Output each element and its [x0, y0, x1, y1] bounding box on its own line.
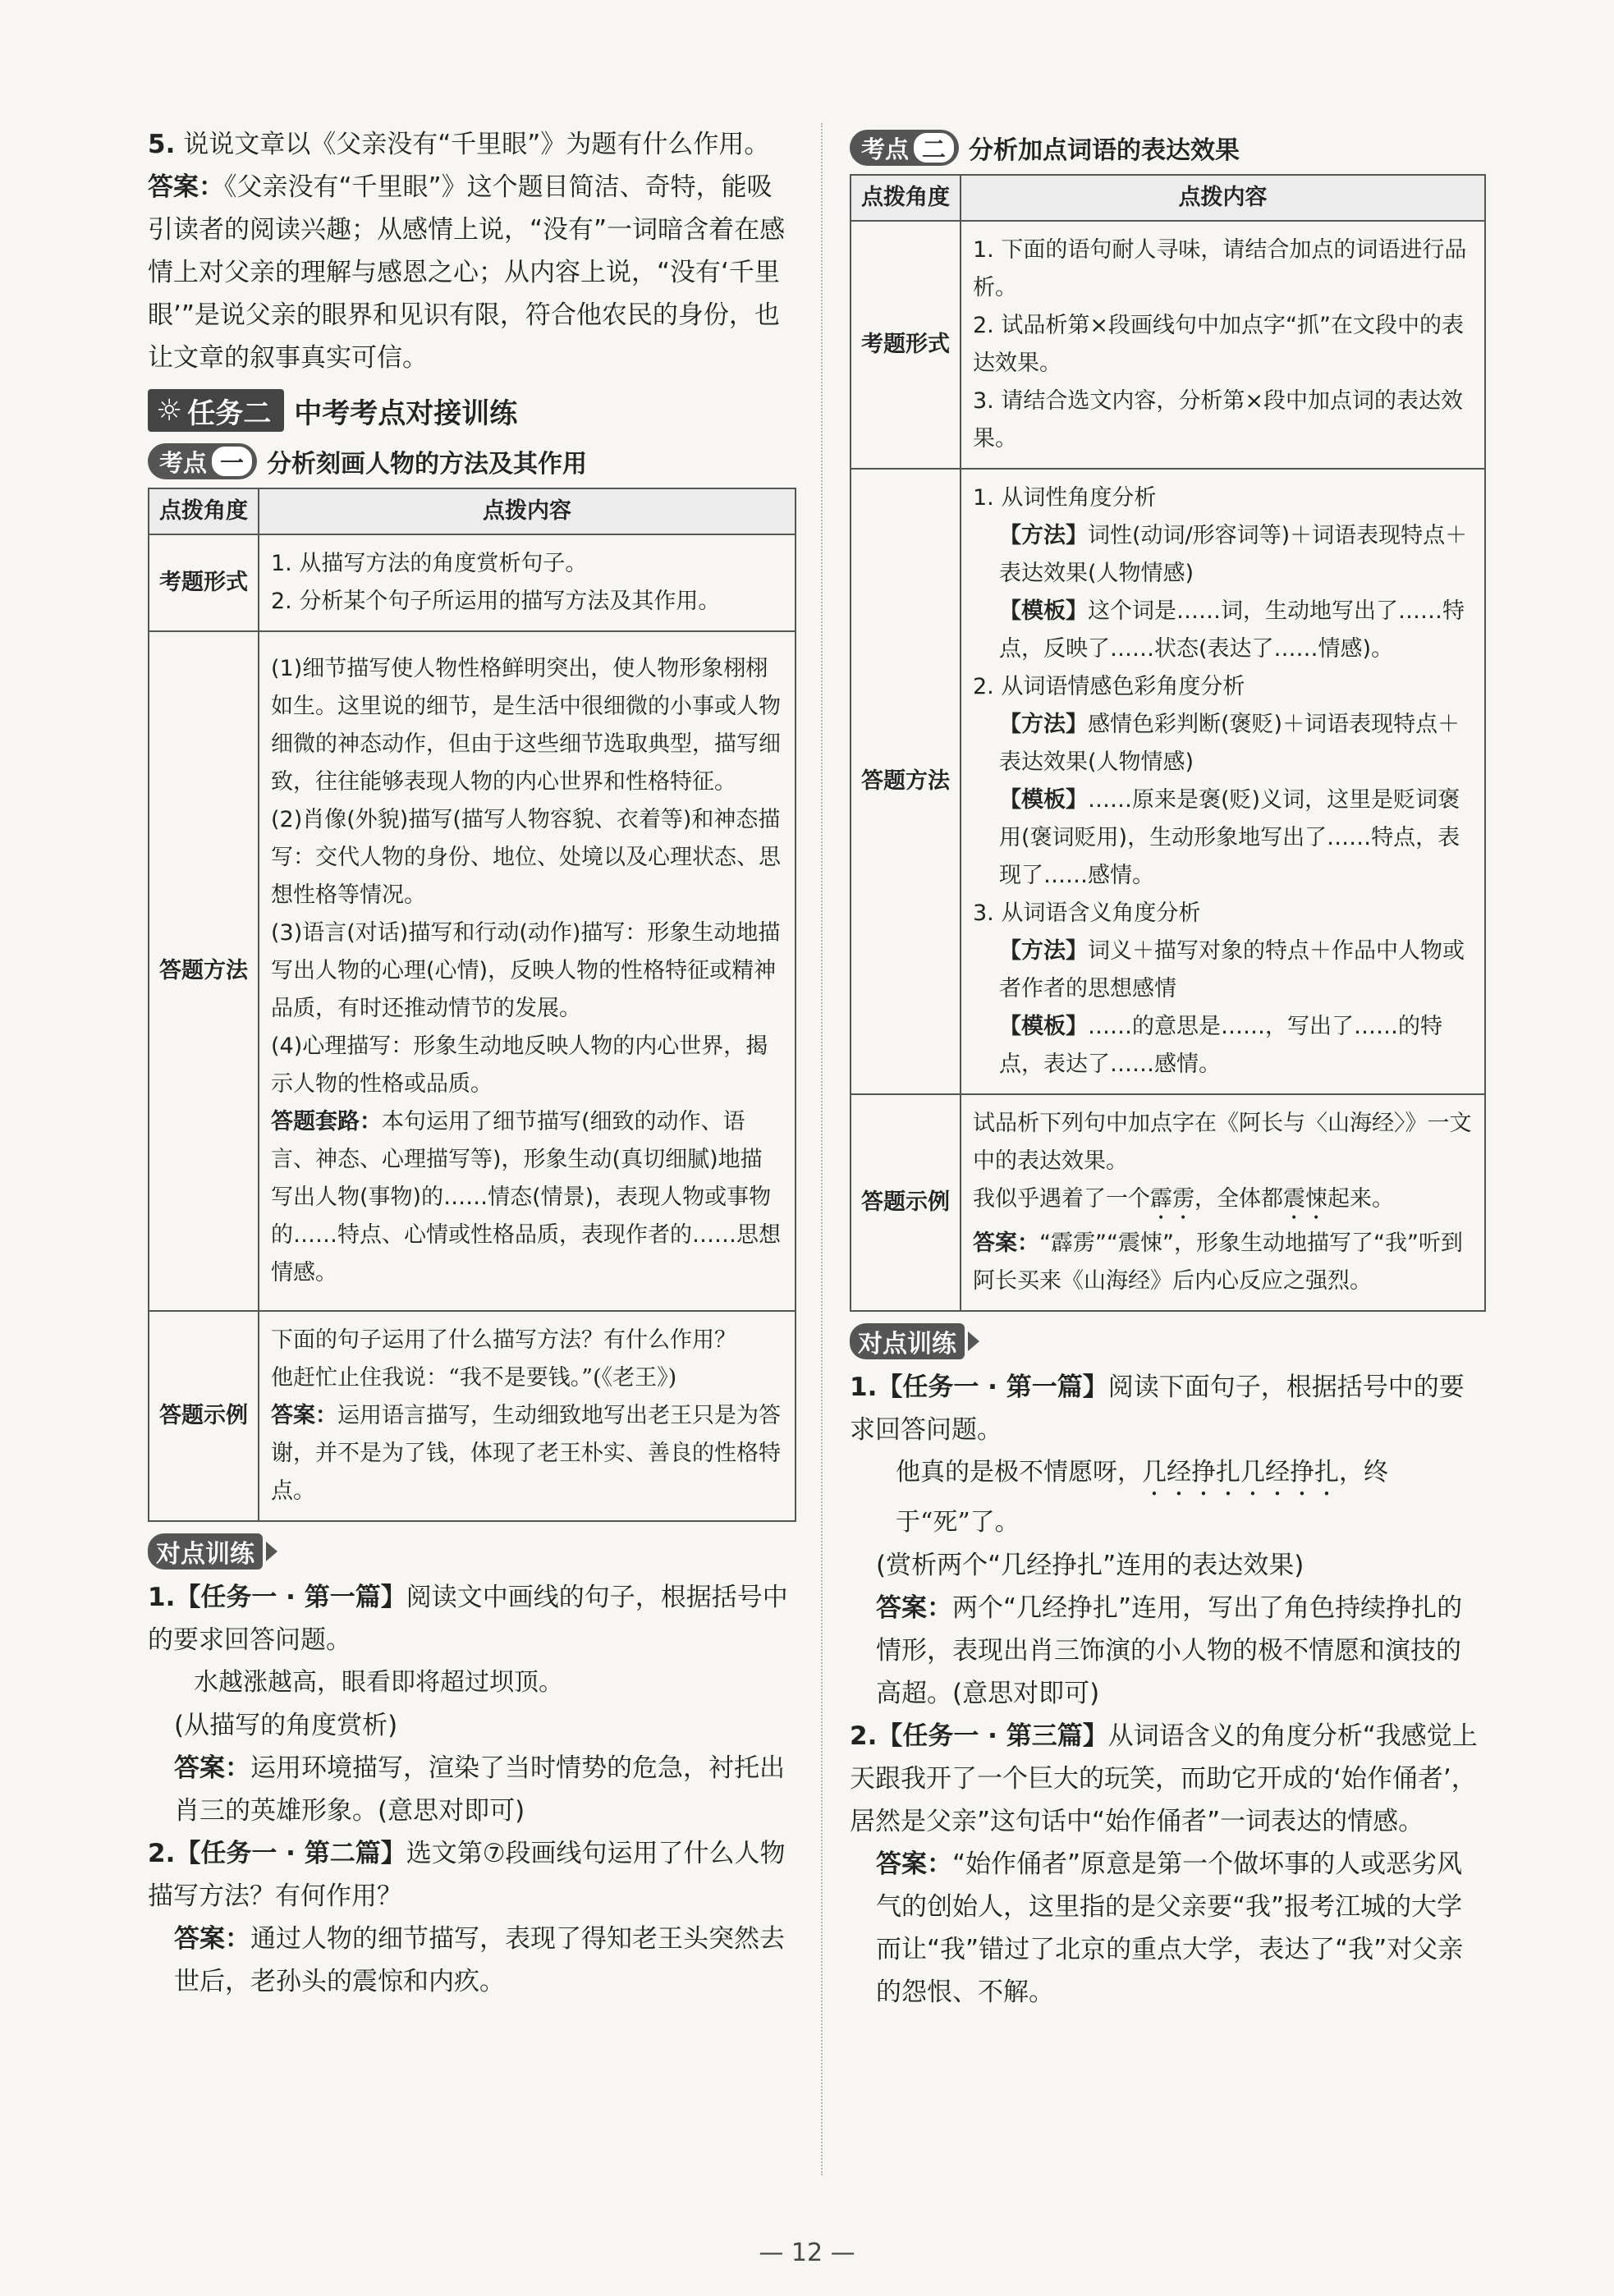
item-number: 1.: [850, 1373, 878, 1402]
row-label: 答题方法: [149, 631, 259, 1311]
answer-label: 答案：: [174, 1924, 250, 1954]
row-content: [259, 534, 796, 631]
row-content: [259, 631, 796, 1311]
table-row: [851, 221, 1485, 469]
dotted-word: 霹雳: [1150, 1186, 1194, 1212]
answer-text: 通过人物的细节描写，表现了得知老王头突然去世后，老孙头的震惊和内疚。: [174, 1924, 785, 1996]
answer-label: 答案：: [148, 172, 224, 202]
task2-badge-label: 任务二: [187, 396, 272, 430]
row-label: 答题示例: [149, 1311, 259, 1521]
table-row: [851, 469, 1485, 1094]
method-text: 词义＋描写对象的特点＋作品中人物或者作者的思想感情: [999, 938, 1465, 1001]
training-item-1: [850, 1366, 1486, 1715]
kd2-badge: [850, 130, 959, 166]
left-column: [148, 123, 796, 2003]
training-badge-label: 对点训练: [858, 1330, 956, 1359]
kd2-col1-header: 点拨角度: [851, 175, 961, 221]
row-line: 1. 下面的语句耐人寻味，请结合加点的词语进行品析。: [973, 237, 1467, 300]
row-label: 考题形式: [149, 534, 259, 631]
kd1-badge: [148, 443, 257, 479]
row-line: 1. 从描写方法的角度赏析句子。: [271, 551, 588, 576]
kd2-table: [850, 174, 1486, 1312]
training-heading-left: [148, 1533, 796, 1570]
quote-part: 起来。: [1327, 1186, 1394, 1212]
item-number: 1.: [148, 1583, 176, 1612]
dotted-word: 几经挣扎几经挣扎: [1142, 1458, 1339, 1487]
example-question: 下面的句子运用了什么描写方法？有什么作用？: [271, 1327, 736, 1353]
training-item-1: [148, 1576, 796, 1832]
item-number: 2.: [850, 1721, 878, 1751]
quote-part: 我似乎遇着了一个: [973, 1186, 1150, 1212]
row-content: [961, 469, 1485, 1094]
row-line: 2. 分析某个句子所运用的描写方法及其作用。: [271, 589, 721, 614]
method-title: 1. 从词性角度分析: [973, 485, 1157, 511]
question-text: 说说文章以《父亲没有“千里眼”》为题有什么作用。: [183, 130, 770, 159]
training-item-2: [148, 1832, 796, 2003]
question-5: [148, 123, 796, 379]
answer-text: “始作俑者”原意是第一个做坏事的人或恶劣风气的创始人，这里指的是父亲要“我”报考江城的大学而让“我”错过了北京的重点大学，表达了“我”对父亲的怨恨、不解。: [876, 1849, 1464, 2007]
example-quote: [973, 1180, 1473, 1225]
kd2-col2-header: 点拨内容: [961, 175, 1485, 221]
template-label: 【模板】: [999, 1014, 1088, 1039]
example-answer: [973, 1225, 1473, 1300]
row-content: [961, 221, 1485, 469]
item-text: 从词语含义的角度分析“我感觉上天跟我开了一个巨大的玩笑，而助它开成的‘始作俑者’，居然是父亲”这句话中“始作俑者”一词表达的情感。: [850, 1721, 1478, 1836]
method-label: 【方法】: [999, 523, 1088, 548]
kd1-heading: [148, 443, 796, 479]
answer-label: 答案：: [271, 1403, 337, 1428]
answer-text: 运用语言描写，生动细致地写出老王只是为答谢，并不是为了钱，体现了老王朴实、善良的性格特点。: [271, 1403, 781, 1504]
right-column: [850, 123, 1486, 2014]
method-psychology: (4)心理描写：形象生动地反映人物的内心世界，揭示人物的性格或品质。: [271, 1033, 768, 1097]
row-line: 3. 请结合选文内容，分析第×段中加点词的表达效果。: [973, 388, 1463, 451]
template-label: 【模板】: [999, 598, 1088, 624]
row-content: [259, 1311, 796, 1521]
method-title: 2. 从词语情感色彩角度分析: [973, 674, 1245, 699]
method-title: 3. 从词语含义角度分析: [973, 901, 1201, 926]
example-answer: [271, 1397, 783, 1510]
training-badge: [148, 1533, 263, 1570]
quote-part: ，全体都: [1194, 1186, 1283, 1212]
training-badge: [850, 1323, 965, 1359]
sun-icon: ☼: [156, 393, 183, 428]
item-quote: 水越涨越高，眼看即将超过坝顶。: [194, 1668, 563, 1697]
row-content: [961, 1094, 1485, 1311]
item-tag: 【任务一 · 第一篇】: [877, 1373, 1108, 1402]
row-label: 考题形式: [851, 221, 961, 469]
training-item-2: [850, 1715, 1486, 2014]
answer-label: 答案：: [174, 1753, 250, 1783]
task2-title: 中考考点对接训练: [294, 396, 518, 430]
kd2-badge-label: 考点: [861, 135, 910, 163]
answer-label: 答案：: [876, 1593, 952, 1623]
template-text: ……的意思是……，写出了……的特点，表达了……感情。: [999, 1014, 1442, 1077]
kd2-badge-num: 二: [912, 131, 956, 164]
item-text: 选文第⑦段画线句运用了什么人物描写方法？有何作用？: [148, 1839, 786, 1911]
item-tag: 【任务一 · 第二篇】: [175, 1839, 406, 1868]
kd2-heading: [850, 130, 1486, 166]
item-text: 阅读下面句子，根据括号中的要求回答问题。: [850, 1373, 1465, 1445]
routine-label: 答题套路：: [271, 1109, 382, 1134]
item-number: 2.: [148, 1839, 176, 1868]
task2-heading: [148, 389, 796, 432]
item-requirement: (从描写的角度赏析): [174, 1711, 398, 1740]
table-row: [149, 534, 796, 631]
task2-badge: [148, 389, 284, 432]
method-routine: [271, 1103, 783, 1292]
method-portrait: (2)肖像(外貌)描写(描写人物容貌、衣着等)和神态描写：交代人物的身份、地位、处境以及心理状态、思想性格等情况。: [271, 807, 781, 908]
arrow-icon: [266, 1542, 277, 1561]
answer-text: 《父亲没有“千里眼”》这个题目简洁、奇特，能吸引读者的阅读兴趣；从感情上说，“没有”一词暗含着在感情上对父亲的理解与感恩之心；从内容上说，“没有‘千里眼’”是说父亲的眼界和见识有限，符合他农民的身份，也让文章的叙事真实可信。: [148, 172, 786, 373]
kd1-badge-num: 一: [210, 445, 254, 478]
item-tag: 【任务一 · 第三篇】: [877, 1721, 1108, 1751]
quote-part: 他真的是极不情愿呀，: [896, 1458, 1142, 1487]
table-row: [851, 1094, 1485, 1311]
item-text: 阅读文中画线的句子，根据括号中的要求回答问题。: [148, 1583, 788, 1655]
answer-text: 运用环境描写，渲染了当时情势的危急，衬托出肖三的英雄形象。(意思对即可): [174, 1753, 785, 1826]
row-line: 2. 试品析第×段画线句中加点字“抓”在文段中的表达效果。: [973, 313, 1464, 376]
kd2-title: 分析加点词语的表达效果: [969, 136, 1240, 165]
example-quote: 他赶忙止住我说：“我不是要钱。”(《老王》): [271, 1365, 677, 1391]
row-label: 答题示例: [851, 1094, 961, 1311]
answer-text: 两个“几经挣扎”连用，写出了角色持续挣扎的情形，表现出肖三饰演的小人物的极不情愿和演技的高超。(意思对即可): [876, 1593, 1463, 1708]
kd1-col2-header: 点拨内容: [259, 488, 796, 534]
quote-part: ，终于“死”了。: [896, 1458, 1388, 1537]
item-requirement: (赏析两个“几经挣扎”连用的表达效果): [876, 1551, 1304, 1580]
table-row: [149, 631, 796, 1311]
method-text: 词性(动词/形容词等)＋词语表现特点＋表达效果(人物情感): [999, 523, 1468, 586]
item-tag: 【任务一 · 第一篇】: [175, 1583, 406, 1612]
kd1-table: [148, 488, 796, 1522]
training-badge-label: 对点训练: [156, 1540, 254, 1569]
kd1-badge-label: 考点: [159, 448, 208, 477]
dotted-word: 震悚: [1283, 1186, 1327, 1212]
method-label: 【方法】: [999, 938, 1088, 964]
kd1-title: 分析刻画人物的方法及其作用: [267, 450, 588, 479]
method-speech-action: (3)语言(对话)描写和行动(动作)描写：形象生动地描写出人物的心理(心情)，反映人物的性格特征或精神品质，有时还推动情节的发展。: [271, 920, 781, 1021]
kd1-col1-header: 点拨角度: [149, 488, 259, 534]
column-divider: [821, 123, 823, 2175]
template-text: 这个词是……词，生动地写出了……特点，反映了……状态(表达了……情感)。: [999, 598, 1465, 662]
training-heading-right: [850, 1323, 1486, 1359]
template-text: ……原来是褒(贬)义词，这里是贬词褒用(褒词贬用)，生动形象地写出了……特点，表现了……感情。: [999, 787, 1460, 888]
method-detail: (1)细节描写使人物性格鲜明突出，使人物形象栩栩如生。这里说的细节，是生活中很细微的小事或人物细微的神态动作，但由于这些细节选取典型，描写细致，往往能够表现人物的内心世界和性格特征。: [271, 656, 781, 795]
answer-text: “霹雳”“震悚”，形象生动地描写了“我”听到阿长买来《山海经》后内心反应之强烈。: [973, 1230, 1463, 1294]
method-text: 感情色彩判断(褒贬)＋词语表现特点＋表达效果(人物情感): [999, 712, 1460, 775]
question-number: 5.: [148, 130, 176, 159]
example-question: 试品析下列句中加点字在《阿长与〈山海经〉》一文中的表达效果。: [973, 1111, 1472, 1174]
arrow-icon: [968, 1331, 979, 1351]
row-label: 答题方法: [851, 469, 961, 1094]
routine-text: 本句运用了细节描写(细致的动作、语言、神态、心理描写等)，形象生动(真切细腻)地描写出人物(事物)的……情态(情景)，表现人物或事物的……特点、心情或性格品质，表现作者的……思想情感。: [271, 1109, 781, 1285]
table-row: [149, 1311, 796, 1521]
item-quote: [850, 1451, 1486, 1544]
method-label: 【方法】: [999, 712, 1088, 737]
page-number: — 12 —: [759, 2239, 855, 2267]
answer-label: 答案：: [876, 1849, 952, 1879]
template-label: 【模板】: [999, 787, 1088, 813]
answer-label: 答案：: [973, 1230, 1039, 1256]
